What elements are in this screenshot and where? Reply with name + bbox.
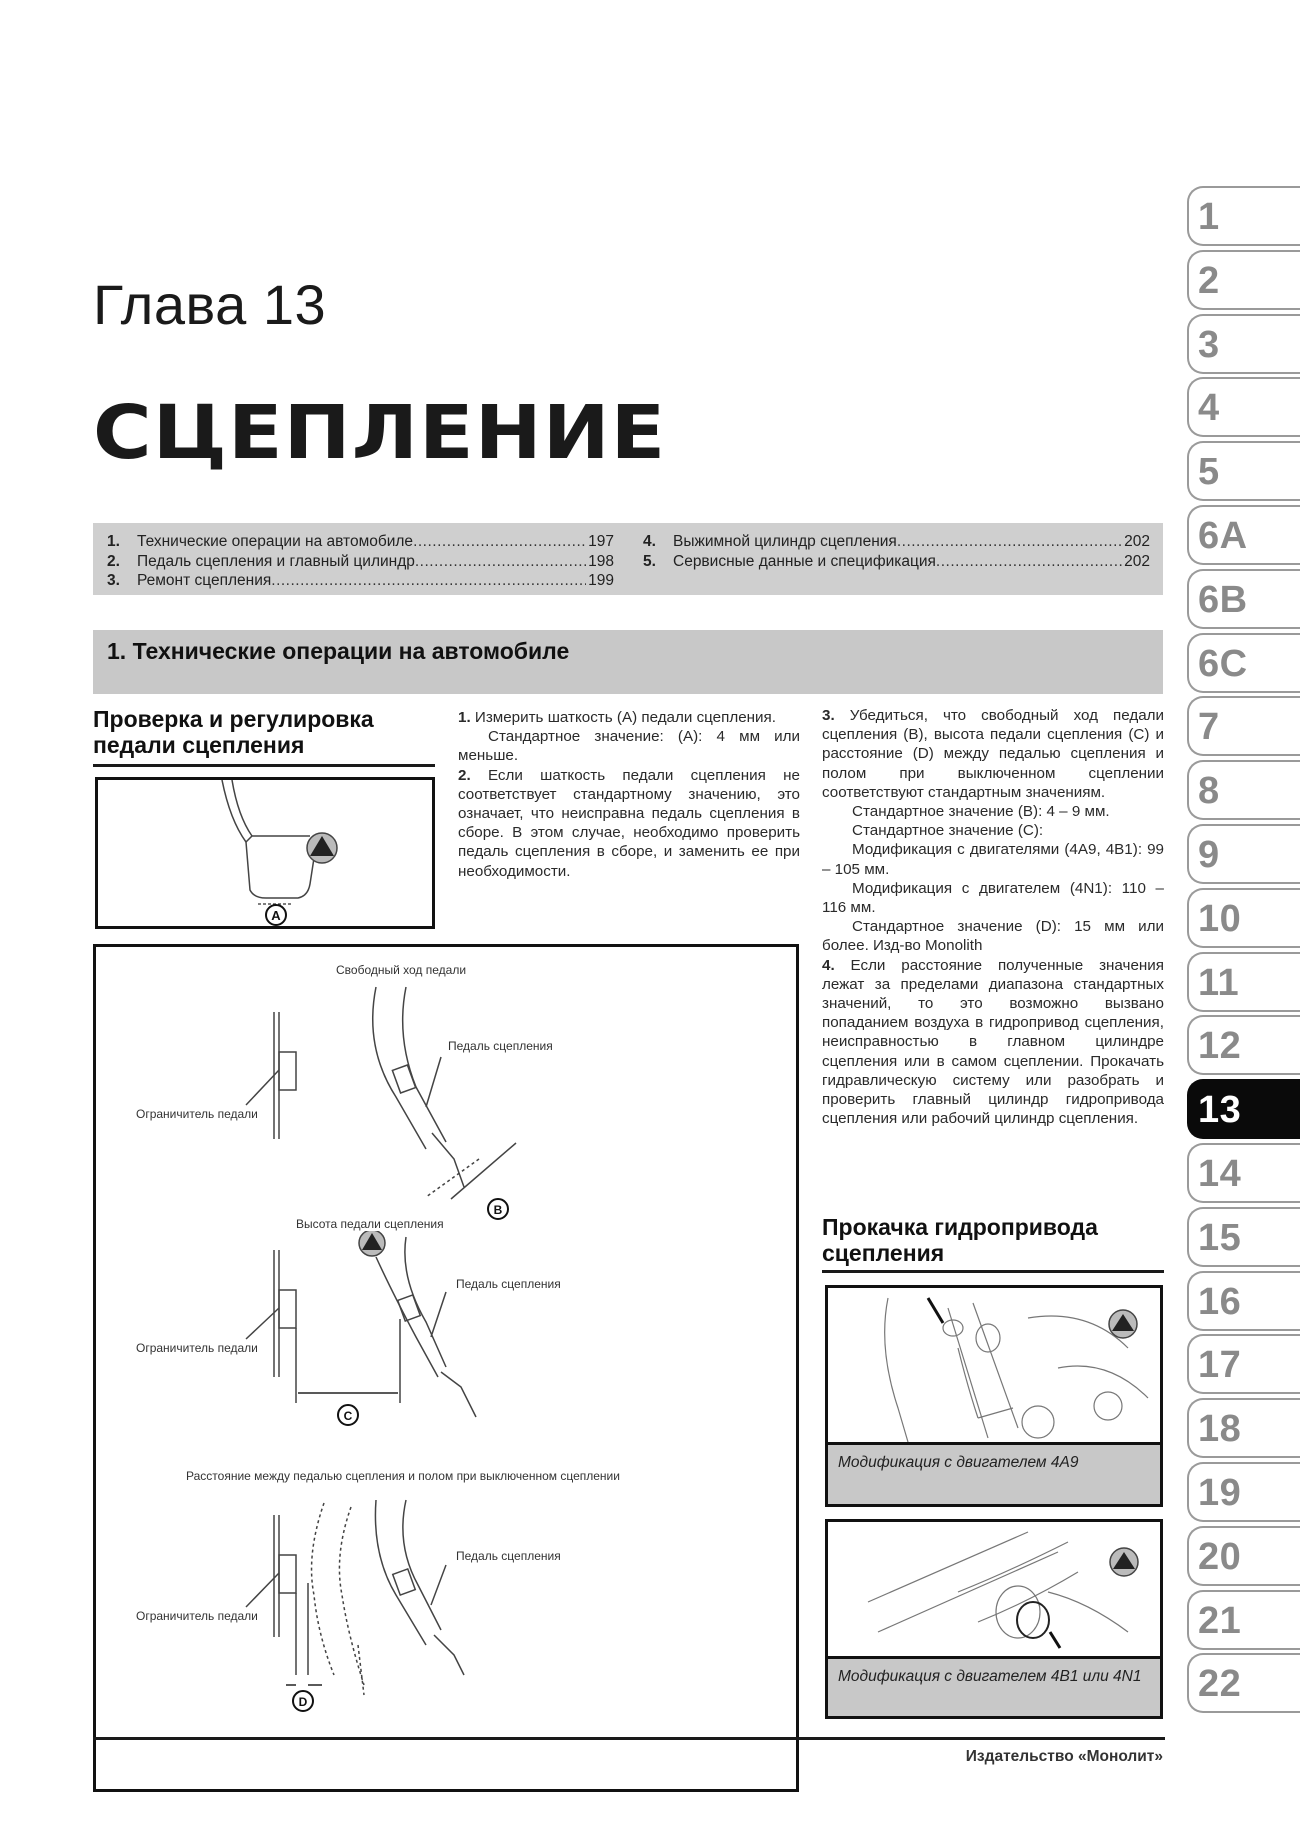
- chapter-tab-15[interactable]: [1187, 1207, 1300, 1267]
- chapter-tab-1[interactable]: [1187, 186, 1300, 246]
- chapter-tab-label: 18: [1198, 1408, 1242, 1451]
- chapter-tab-label: 3: [1198, 323, 1220, 366]
- chapter-title: СЦЕПЛЕНИЕ: [93, 390, 667, 476]
- marker-a: A: [271, 908, 281, 923]
- bleeding-subsection: [822, 1214, 1164, 1273]
- chapter-tab-2[interactable]: [1187, 250, 1300, 310]
- chapter-tab-9[interactable]: [1187, 824, 1300, 884]
- photo-caption-4a9: Модификация с двигателем 4А9: [828, 1442, 1160, 1504]
- chapter-tab-20[interactable]: [1187, 1526, 1300, 1586]
- section-header: [93, 630, 1163, 694]
- pedal-drawing: [375, 1500, 464, 1675]
- chapter-tab-label: 17: [1198, 1344, 1242, 1387]
- chapter-tab-label: 16: [1198, 1280, 1242, 1323]
- chapter-tab-label: 6A: [1198, 515, 1248, 557]
- pedal-pad: [246, 842, 314, 898]
- chapter-tab-label: 20: [1198, 1535, 1242, 1578]
- chapter-tab-3[interactable]: [1187, 314, 1300, 374]
- stopper-label: Ограничитель педали: [136, 1609, 258, 1623]
- toc-column-left: [107, 532, 614, 591]
- section-title: 1. Технические операции на автомобиле: [107, 638, 570, 664]
- chapter-tab-22[interactable]: [1187, 1653, 1300, 1713]
- toc-item-page: 199: [588, 572, 614, 589]
- toc-item-number: 3.: [107, 572, 120, 589]
- toc-item[interactable]: [107, 532, 614, 552]
- bleeder-illustration: [828, 1522, 1160, 1656]
- chapter-tab-7[interactable]: [1187, 696, 1300, 756]
- chapter-tab-label: 13: [1198, 1089, 1242, 1132]
- middle-column-text: [458, 708, 800, 881]
- toc-item[interactable]: [643, 532, 1150, 552]
- pedal-label: Педаль сцепления: [448, 1039, 553, 1053]
- chapter-tab-label: 6B: [1198, 578, 1248, 621]
- diagram-title-free-play: Свободный ход педали: [336, 963, 467, 977]
- chapter-tab-label: 19: [1198, 1472, 1242, 1514]
- chapter-tab-14[interactable]: [1187, 1143, 1300, 1203]
- chapter-tab-18[interactable]: [1187, 1398, 1300, 1458]
- chapter-tab-label: 11: [1198, 961, 1240, 1004]
- left-subsection: [93, 706, 435, 767]
- toc-leader-dots: [936, 552, 1122, 572]
- heading-underline: [822, 1270, 1164, 1273]
- chapter-tab-10[interactable]: [1187, 888, 1300, 948]
- bleeder-illustration: [828, 1288, 1160, 1442]
- chapter-tab-label: 22: [1198, 1663, 1242, 1706]
- figure-pedal-measurements: [93, 944, 799, 1792]
- monolith-logo-icon: [307, 833, 337, 863]
- right-column-text: [822, 706, 1164, 1128]
- chapter-label: Глава 13: [93, 273, 327, 336]
- chapter-tab-6b[interactable]: [1187, 569, 1300, 629]
- stopper-label: Ограничитель педали: [136, 1341, 258, 1355]
- step-number: 2.: [458, 766, 471, 784]
- toc-leader-dots: [271, 571, 586, 591]
- chapter-tab-5[interactable]: [1187, 441, 1300, 501]
- stopper-drawing: [246, 1515, 308, 1675]
- chapter-toc: [93, 523, 1163, 595]
- toc-item-page: 198: [588, 552, 614, 570]
- toc-item-label: Выжимной цилиндр сцепления: [673, 533, 897, 550]
- arrow-icon: [1050, 1632, 1060, 1648]
- modification-4n1: Модификация с двигателем (4N1): 110 – 116 мм.: [822, 879, 1164, 917]
- pedal-label: Педаль сцепления: [456, 1549, 561, 1563]
- heading-underline: [93, 764, 435, 767]
- chapter-tab-6c[interactable]: [1187, 633, 1300, 693]
- toc-leader-dots: [413, 532, 586, 552]
- modification-4a9-4b1: Модификация с двигателями (4А9, 4В1): 99 – 105 мм.: [822, 841, 1164, 878]
- pedal-drawing: [376, 1237, 476, 1417]
- monolith-logo-icon: [1110, 1548, 1138, 1576]
- chapter-tab-12[interactable]: [1187, 1015, 1300, 1075]
- publisher-name: Издательство «Монолит»: [965, 1748, 1163, 1765]
- step-1-text: Измерить шаткость (А) педали сцепления.: [474, 709, 776, 726]
- chapter-tab-16[interactable]: [1187, 1271, 1300, 1331]
- chapter-tab-label: 1: [1198, 196, 1220, 238]
- figure-bleeder-4a9: [825, 1285, 1163, 1507]
- figure-pedal-play: [95, 777, 435, 929]
- monolith-logo-icon: [1109, 1310, 1137, 1338]
- subsection-heading: Проверка и регулировка педали сцепления: [93, 706, 374, 758]
- pedal-drawing: [373, 987, 516, 1199]
- standard-c: Стандартное значение (С):: [852, 822, 1044, 840]
- step-4-text: Если расстояние полученные значения лежат за пределами диапазона стандартных значений, то это возможно вызвано попаданием воздуха в гидропривод сцепления, неисправностью в главном цилиндре сцепления или в самом сцеплении. Прокачать гидравлическую систему или разобрать и проверить главный цилиндр гидропривода сцепления или рабочий цилиндр сцепления.: [822, 956, 1164, 1128]
- pedal-diagram-drawing: [96, 947, 796, 1789]
- step-number: 3.: [822, 707, 835, 724]
- photo-caption-4b1-4n1: Модификация с двигателем 4В1 или 4N1: [828, 1656, 1160, 1716]
- marker-c: C: [343, 1409, 353, 1423]
- toc-item-label: Сервисные данные и спецификация: [673, 552, 936, 570]
- stopper-label: Ограничитель педали: [136, 1107, 258, 1121]
- step-1-standard: Стандартное значение: (А): 4 мм или меньше.: [458, 728, 800, 765]
- chapter-tab-label: 6C: [1198, 642, 1248, 685]
- monolith-logo-icon: [359, 1230, 385, 1256]
- chapter-tab-6a[interactable]: [1187, 505, 1300, 565]
- stopper-drawing: [246, 1250, 296, 1403]
- chapter-tab-label: 14: [1198, 1153, 1242, 1195]
- chapter-tab-label: 15: [1198, 1216, 1242, 1259]
- toc-item-label: Технические операции на автомобиле: [137, 533, 414, 550]
- subsection-heading: Прокачка гидропривода сцепления: [822, 1214, 1098, 1266]
- arrow-icon: [928, 1298, 943, 1323]
- chapter-tab-13[interactable]: [1187, 1079, 1300, 1139]
- pedal-play-illustration: [98, 780, 432, 926]
- chapter-tab-17[interactable]: [1187, 1334, 1300, 1394]
- marker-b: B: [493, 1203, 503, 1217]
- step-number: 4.: [822, 956, 835, 974]
- pedal-arm-line: [232, 780, 252, 836]
- chapter-tab-label: 7: [1198, 706, 1220, 749]
- toc-leader-dots: [415, 552, 586, 572]
- toc-item[interactable]: [107, 571, 614, 591]
- chapter-tab-label: 21: [1198, 1599, 1242, 1642]
- standard-d: Стандартное значение (D): 15 мм или более. Изд-во Monolith: [822, 918, 1164, 955]
- step-number: 1.: [458, 709, 471, 726]
- marker-d: D: [298, 1695, 308, 1709]
- chapter-tab-label: 8: [1198, 770, 1220, 813]
- toc-item-page: 202: [1124, 552, 1150, 570]
- step-3-text: Убедиться, что свободный ход педали сцепления (В), высота педали сцепления (С) и расстояние (D) между педалью сцепления и полом при выключенном сцеплении соответствуют стандартным значениям.: [822, 707, 1164, 801]
- chapter-tab-label: 10: [1198, 897, 1242, 940]
- chapter-tab-11[interactable]: [1187, 952, 1300, 1012]
- pedal-outline: [246, 836, 310, 842]
- toc-item-page: 197: [588, 533, 614, 550]
- bleeder-screw: [1017, 1602, 1049, 1638]
- toc-item-number: 4.: [643, 533, 656, 550]
- step-2-text: Если шаткость педали сцепления не соответствует стандартному значению, это означает, что неисправна педаль сцепления в сборе. В этом случае, необходимо проверить педаль сцепления в сборе, и заменить ее при необходимости.: [458, 766, 800, 880]
- chapter-tab-8[interactable]: [1187, 760, 1300, 820]
- figure-bleeder-4b1-4n1: [825, 1519, 1163, 1719]
- chapter-tab-label: 5: [1198, 451, 1220, 494]
- footer-rule: [93, 1737, 1165, 1740]
- chapter-tab-4[interactable]: [1187, 377, 1300, 437]
- chapter-tab-21[interactable]: [1187, 1590, 1300, 1650]
- pedal-released-outline: [312, 1503, 364, 1695]
- diagram-title-floor-distance: Расстояние между педалью сцепления и полом при выключенном сцеплении: [186, 1469, 620, 1483]
- chapter-tab-19[interactable]: [1187, 1462, 1300, 1522]
- toc-item-number: 1.: [107, 533, 120, 550]
- toc-leader-dots: [897, 532, 1122, 552]
- toc-item-label: Педаль сцепления и главный цилиндр: [137, 552, 415, 570]
- standard-b: Стандартное значение (В): 4 – 9 мм.: [852, 803, 1110, 821]
- toc-item-page: 202: [1124, 533, 1150, 550]
- chapter-tab-label: 2: [1198, 259, 1220, 302]
- diagram-title-height: Высота педали сцепления: [296, 1217, 444, 1231]
- chapter-tab-label: 12: [1198, 1025, 1242, 1068]
- pedal-label: Педаль сцепления: [456, 1277, 561, 1291]
- toc-column-right: [643, 532, 1150, 571]
- toc-item[interactable]: [107, 552, 614, 572]
- toc-item-number: 2.: [107, 552, 120, 570]
- toc-item-label: Ремонт сцепления: [137, 572, 272, 589]
- toc-item[interactable]: [643, 552, 1150, 572]
- chapter-tab-label: 9: [1198, 834, 1220, 876]
- toc-item-number: 5.: [643, 552, 656, 570]
- chapter-tab-label: 4: [1198, 387, 1220, 430]
